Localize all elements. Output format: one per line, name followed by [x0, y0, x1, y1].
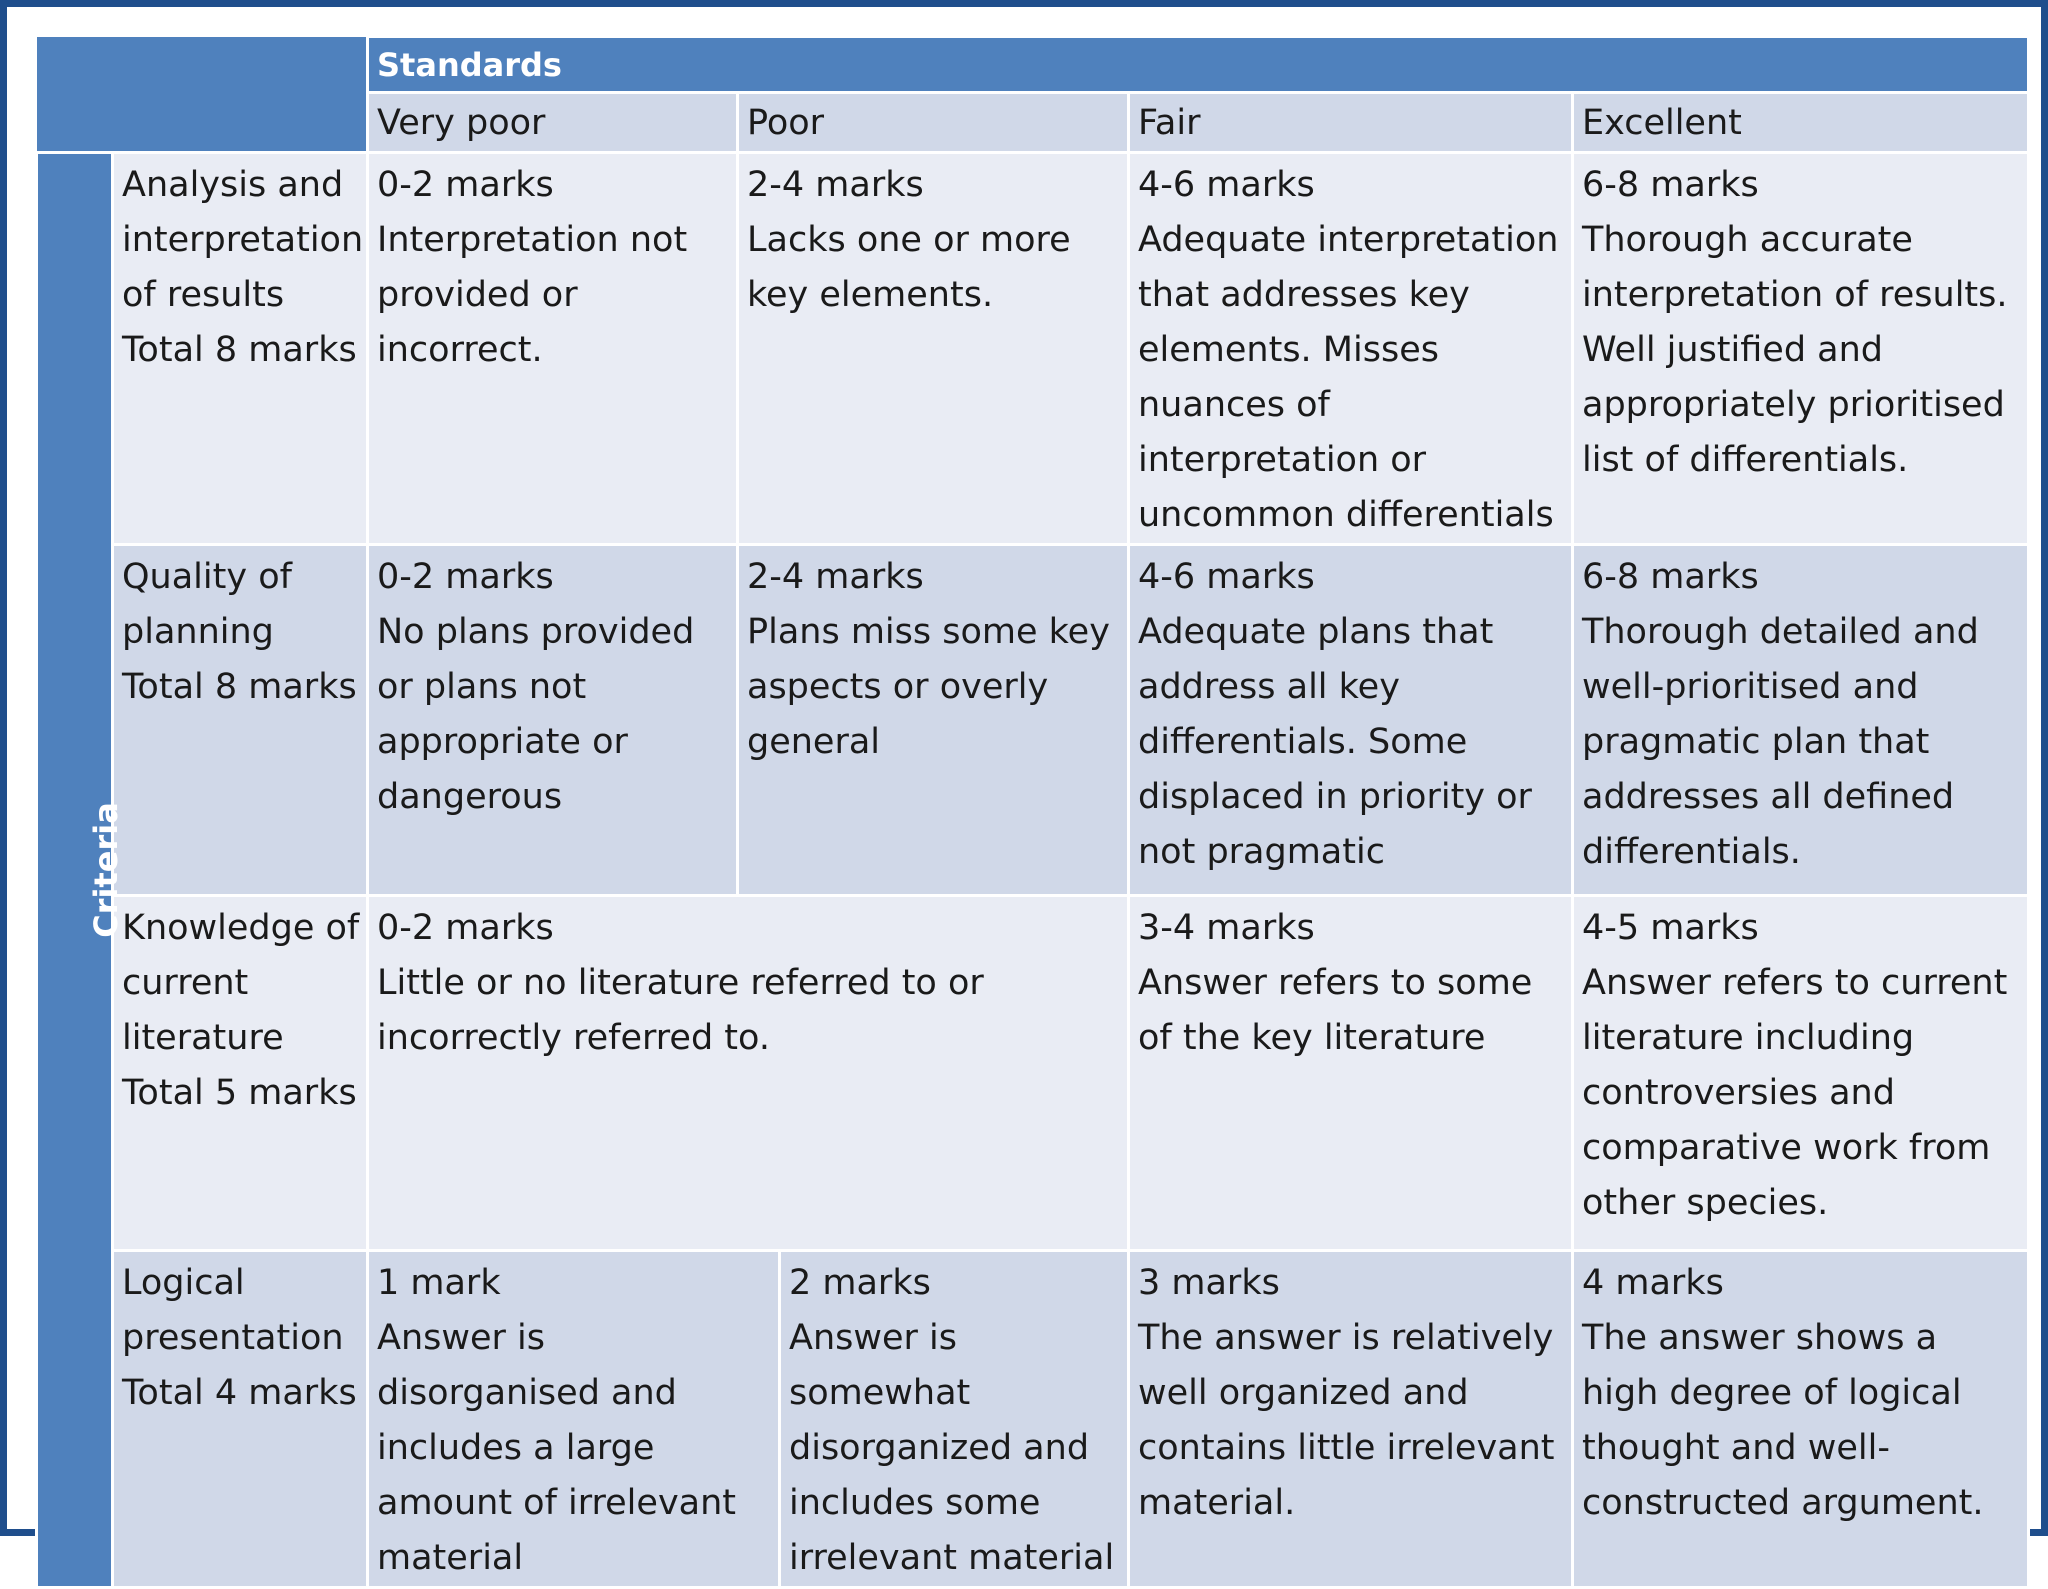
marks-range: 3 marks: [1138, 1263, 1280, 1303]
cell-description: Answer is somewhat disorganized and includes some irrelevant material: [789, 1318, 1115, 1578]
marks-range: 0-2 marks: [377, 908, 554, 948]
marks-range: 4-6 marks: [1138, 165, 1315, 205]
level-header-excellent: Excellent: [1573, 93, 2029, 153]
cell-description: Adequate plans that address all key differentials. Some displaced in priority or not pragmatic: [1138, 612, 1532, 872]
rubric-cell: [1129, 545, 1573, 896]
marks-range: 4-6 marks: [1138, 557, 1315, 597]
marks-range: 4-5 marks: [1582, 908, 1759, 948]
rubric-cell: [1573, 545, 2029, 896]
marks-range: 2-4 marks: [747, 165, 924, 205]
marks-range: 0-2 marks: [377, 557, 554, 597]
cell-description: Thorough accurate interpretation of results. Well justified and appropriately prioritised list of differentials.: [1582, 220, 2008, 480]
criterion-name: Analysis and interpretation of results: [122, 165, 364, 315]
criterion-name: Knowledge of current literature: [122, 908, 360, 1058]
standards-header: Standards: [368, 37, 2029, 93]
cell-description: Answer refers to current literature including controversies and comparative work from other species.: [1582, 963, 2008, 1223]
criteria-side-bar: [37, 153, 125, 1588]
marks-range: 4 marks: [1582, 1263, 1724, 1303]
marks-range: 2 marks: [789, 1263, 931, 1303]
criterion-cell: [113, 1251, 368, 1588]
table-row: [37, 153, 2029, 545]
cell-description: The answer is relatively well organized and contains little irrelevant material.: [1138, 1318, 1555, 1523]
cell-description: Little or no literature referred to or incorrectly referred to.: [377, 963, 984, 1058]
criterion-total: Total 5 marks: [122, 1073, 357, 1113]
table-row: [37, 1251, 2029, 1588]
rubric-cell: [1129, 1251, 1573, 1588]
cell-description: Interpretation not provided or incorrect.: [377, 220, 688, 370]
marks-range: 1 mark: [377, 1263, 501, 1303]
cell-description: Lacks one or more key elements.: [747, 220, 1071, 315]
rubric-cell: [1129, 153, 1573, 545]
cell-description: Answer is disorganised and includes a large amount of irrelevant material: [377, 1318, 737, 1578]
rubric-cell: [1573, 153, 2029, 545]
rubric-cell: [1573, 896, 2029, 1251]
marks-range: 0-2 marks: [377, 165, 554, 205]
level-header-fair: Fair: [1129, 93, 1573, 153]
rubric-table: [35, 35, 2030, 1589]
criterion-cell: [113, 896, 368, 1251]
cell-description: Answer refers to some of the key literature: [1138, 963, 1533, 1058]
cell-description: The answer shows a high degree of logical thought and well-constructed argument.: [1582, 1318, 1984, 1523]
criterion-cell: [113, 153, 368, 545]
cell-description: Thorough detailed and well-prioritised and pragmatic plan that addresses all defined differentials.: [1582, 612, 1979, 872]
criterion-total: Total 8 marks: [122, 667, 357, 707]
level-header-poor: Poor: [738, 93, 1129, 153]
level-header-very-poor: Very poor: [368, 93, 738, 153]
criteria-label: Criteria: [86, 801, 125, 938]
criterion-cell: [113, 545, 368, 896]
table-row: [37, 896, 2029, 1251]
rubric-cell: [368, 153, 738, 545]
cell-description: No plans provided or plans not appropriate or dangerous: [377, 612, 695, 817]
rubric-cell: [368, 545, 738, 896]
criterion-total: Total 4 marks: [122, 1373, 357, 1413]
marks-range: 6-8 marks: [1582, 557, 1759, 597]
rubric-cell: [780, 1251, 1129, 1588]
corner-block: [37, 37, 368, 153]
marks-range: 3-4 marks: [1138, 908, 1315, 948]
rubric-cell: [1129, 896, 1573, 1251]
rubric-cell: [738, 153, 1129, 545]
table-row: [37, 545, 2029, 896]
cell-description: Plans miss some key aspects or overly general: [747, 612, 1110, 762]
rubric-cell: [1573, 1251, 2029, 1588]
marks-range: 6-8 marks: [1582, 165, 1759, 205]
rubric-cell: [738, 545, 1129, 896]
rubric-cell: [368, 896, 1129, 1251]
rubric-cell: [368, 1251, 780, 1588]
criterion-name: Quality of planning: [122, 557, 292, 652]
criterion-total: Total 8 marks: [122, 330, 357, 370]
criterion-name: Logical presentation: [122, 1263, 344, 1358]
cell-description: Adequate interpretation that addresses key elements. Misses nuances of interpretation or uncommon differentials: [1138, 220, 1559, 535]
marks-range: 2-4 marks: [747, 557, 924, 597]
standards-row: [37, 37, 2029, 93]
